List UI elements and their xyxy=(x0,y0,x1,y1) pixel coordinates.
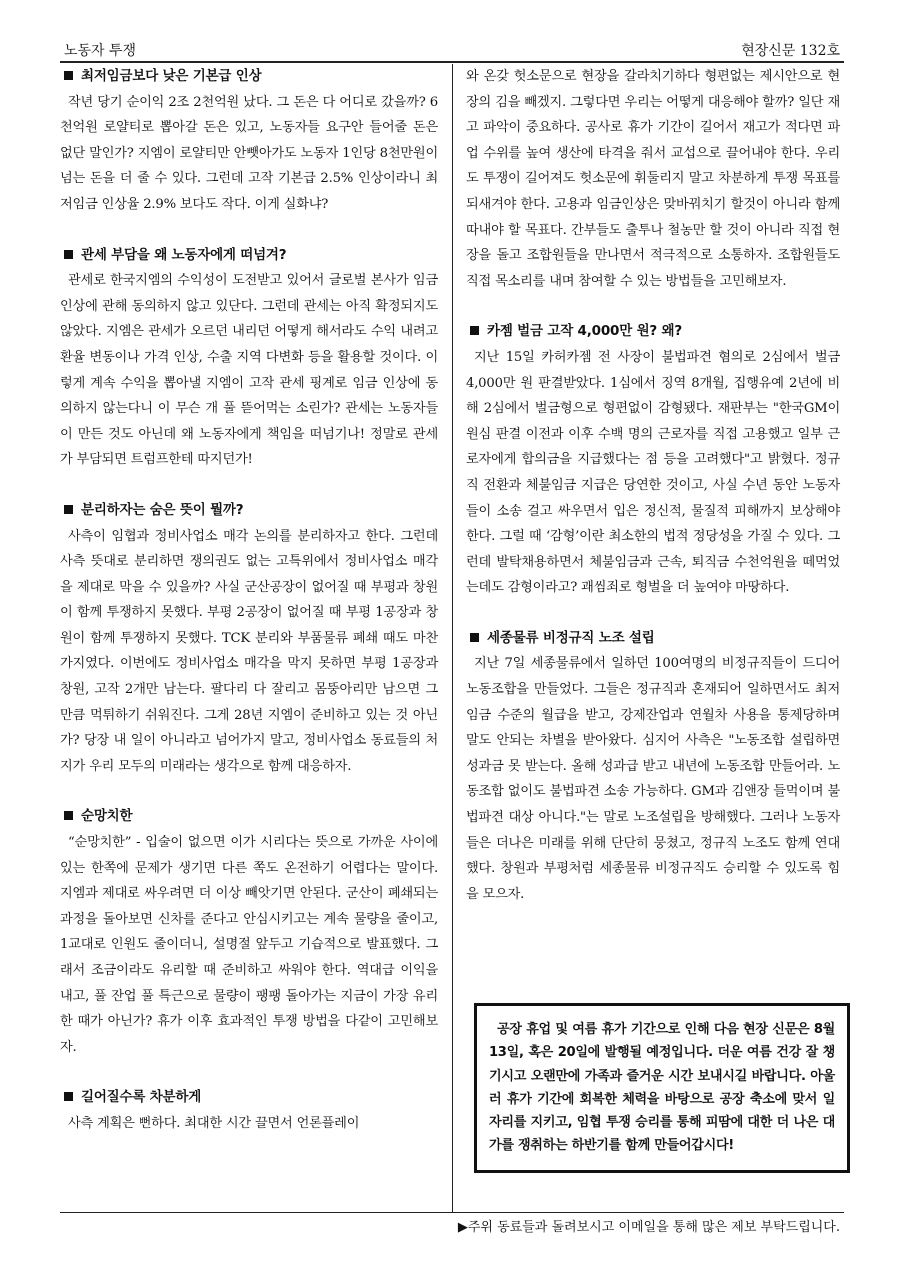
square-bullet-icon xyxy=(64,250,73,259)
article-continuation xyxy=(466,64,840,294)
article-body: 관세로 한국지엠의 수익성이 도전받고 있어서 글로벌 본사가 임금 인상에 관해 동의하지 않고 있단다. 그런데 관세는 아직 확정되지도 않았다. 지엠은 관세가 오르던 내리던 어떻게 해서라도 수익 내려고 환율 변동이나 가격 인상, 수출 지역 다변화 등을 활용할 것이다. 이렇게 계속 수익을 뽑아낼 지엠이 고작 관세 핑계로 임금 인상에 동의하지 않는다니 이 무슨 개 풀 뜯어먹는 소린가? 관세는 노동자들이 만든 것도 아닌데 왜 노동자에게 책임을 떠넘기나! 정말로 관세가 부담되면 트럼프한테 따지던가! xyxy=(60,273,438,468)
article xyxy=(466,626,840,908)
square-bullet-icon xyxy=(470,326,479,335)
article-heading: 분리하자는 숨은 뜻이 뭘까? xyxy=(60,498,438,524)
article xyxy=(60,804,438,1060)
article xyxy=(60,1085,438,1136)
article-body: 작년 당기 순이익 2조 2천억원 났다. 그 돈은 다 어디로 갔을까? 6천억원 로얄티로 뽑아갈 돈은 있고, 노동자들 요구안 들어줄 돈은 없단 말인가? 지엠이 로얄티만 안뺏아가도 노동자 1인당 8천만원이 넘는 돈을 더 줄 수 있다. 그런데 고작 기본급 2.5% 인상이라니 최저임금 인상율 2.9% 보다도 작다. 이게 실화냐? xyxy=(60,94,438,212)
square-bullet-icon xyxy=(64,505,73,514)
article xyxy=(60,498,438,780)
article xyxy=(60,243,438,473)
issue-number: 현장신문 132호 xyxy=(741,43,840,59)
footer-rule xyxy=(60,1212,844,1213)
square-bullet-icon xyxy=(64,71,73,80)
article-body: “순망치한” - 입술이 없으면 이가 시리다는 뜻으로 가까운 사이에 있는 한쪽에 문제가 생기면 다른 쪽도 온전하기 어렵다는 말이다. 지엠과 제대로 싸우려면 더 이상 빼앗기면 안된다. 군산이 폐쇄되는 과정을 돌아보면 신차를 준다고 안심시키고는 계속 물량을 줄이고, 1교대로 인원도 줄이더니, 설명절 앞두고 기습적으로 발표했다. 그래서 조금이라도 유리할 때 준비하고 싸워야 한다. 역대급 이익을 내고, 풀 잔업 풀 특근으로 물량이 팽팽 돌아가는 지금이 가장 유리한 때가 아닌가? 휴가 이후 효과적인 투쟁 방법을 다같이 고민해보자. xyxy=(60,835,438,1055)
article xyxy=(466,319,840,601)
article-body: 지난 7일 세종물류에서 일하던 100여명의 비정규직들이 드디어 노동조합을 만들었다. 그들은 정규직과 혼재되어 일하면서도 최저임금 수준의 월급을 받고, 강제잔업과 연월차 사용을 통제당하며 말도 안되는 차별을 받아왔다. 심지어 사측은 "노동조합 설립하면 성과금 못 받는다. 올해 성과급 받고 내년에 노동조합 만들어라. 노동조합 없이도 불법파견 소송 가능하다. GM과 김앤장 들먹이며 불법파견 대상 아니다."는 말로 노조설립을 방해했다. 그러나 노동자들은 더나은 미래를 위해 단단히 뭉쳤고, 정규직 노조도 함께 연대했다. 창원과 부평처럼 세종물류 비정규직도 승리할 수 있도록 힘을 모으자. xyxy=(466,656,840,902)
article-heading: 세종물류 비정규직 노조 설립 xyxy=(466,626,840,652)
article-heading: 관세 부담을 왜 노동자에게 떠넘겨? xyxy=(60,243,438,269)
square-bullet-icon xyxy=(64,811,73,820)
left-column xyxy=(60,64,438,1137)
article xyxy=(60,64,438,218)
notice-text: 공장 휴업 및 여름 휴가 기간으로 인해 다음 현장 신문은 8월 13일, 혹은 20일에 발행될 예정입니다. 더운 여름 건강 잘 챙기시고 오랜만에 가족과 즐거운 시간 보내시길 바랍니다. 아울러 휴가 기간에 회복한 체력을 바탕으로 공장 축소에 맞서 일자리를 지키고, 임협 투쟁 승리를 통해 피땀에 대한 더 나은 대가를 쟁취하는 하반기를 함께 만들어갑시다! xyxy=(489,1022,835,1154)
article-heading: 카젬 벌금 고작 4,000만 원? 왜? xyxy=(466,319,840,345)
square-bullet-icon xyxy=(64,1092,73,1101)
right-column xyxy=(466,64,840,932)
article-heading: 순망치한 xyxy=(60,804,438,830)
header-rule xyxy=(60,61,844,63)
article-body: 지난 15일 카허카젬 전 사장이 불법파견 혐의로 2심에서 벌금 4,000만 원 판결받았다. 1심에서 징역 8개월, 집행유예 2년에 비해 2심에서 벌금형으로 형편없이 감형됐다. 재판부는 "한국GM이 원심 판결 이전과 이후 수백 명의 근로자를 직접 고용했고 일부 근로자에게 합의금을 지급했다는 점 등을 고려했다"고 밝혔다. 정규직 전환과 체불임금 지급은 당연한 것이고, 사실 수년 동안 노동자들이 소송 걸고 싸우면서 입은 정신적, 물질적 피해까지 보상해야 한다. 그럴 때 ‘감형’이란 최소한의 법적 정당성을 가질 수 있다. 그런데 발탁채용하면서 체불임금과 근속, 퇴직금 수천억원을 떼먹었는데도 감형이라고? 괘씸죄로 형벌을 더 높여야 마땅하다. xyxy=(466,349,840,596)
notice-box xyxy=(474,1003,850,1173)
square-bullet-icon xyxy=(470,633,479,642)
article-heading: 길어질수록 차분하게 xyxy=(60,1085,438,1111)
publisher-name: 노동자 투쟁 xyxy=(64,43,137,59)
article-body: 와 온갖 헛소문으로 현장을 갈라치기하다 형편없는 제시안으로 현장의 김을 빼겠지. 그렇다면 우리는 어떻게 대응해야 할까? 일단 재고 파악이 중요하다. 공사로 휴가 기간이 길어서 재고가 적다면 파업 수위를 높여 생산에 타격을 줘서 교섭으로 끌어내야 한다. 우리도 투쟁이 길어져도 헛소문에 휘둘리지 말고 차분하게 투쟁 목표를 되새겨야 한다. 고용과 임금인상은 맞바꿔치기 할것이 아니라 함께 따내야 할 목표다. 간부들도 출투나 철농만 할 것이 아니라 직접 현장을 돌고 조합원들을 만나면서 적극적으로 소통하자. 조합원들도 직접 목소리를 내며 참여할 수 있는 방법들을 고민해보자. xyxy=(466,69,840,289)
column-divider xyxy=(452,64,453,1212)
footer-note: ▶주위 동료들과 돌려보시고 이메일을 통해 많은 제보 부탁드립니다. xyxy=(457,1220,840,1235)
page-header xyxy=(60,38,844,60)
article-body: 사측 계획은 뻔하다. 최대한 시간 끌면서 언론플레이 xyxy=(68,1115,360,1131)
article-heading: 최저임금보다 낮은 기본급 인상 xyxy=(60,64,438,90)
article-body: 사측이 임협과 정비사업소 매각 논의를 분리하자고 한다. 그런데 사측 뜻대로 분리하면 쟁의권도 없는 고특위에서 정비사업소 매각을 제대로 막을 수 있을까? 사실 군산공장이 없어질 때 부평과 창원이 함께 투쟁하지 못했다. 부평 2공장이 없어질 때 부평 1공장과 창원이 함께 투쟁하지 못했다. TCK 분리와 부품물류 폐쇄 때도 마찬가지였다. 이번에도 정비사업소 매각을 막지 못하면 부평 1공장과 창원, 고작 2개만 남는다. 팔다리 다 잘리고 몸뚱아리만 남으면 그만큼 먹튀하기 쉬워진다. 그게 28년 지엠이 준비하고 있는 것 아닌가? 당장 내 일이 아니라고 넘어가지 말고, 정비사업소 동료들의 처지가 우리 모두의 미래라는 생각으로 함께 대응하자. xyxy=(60,528,438,774)
